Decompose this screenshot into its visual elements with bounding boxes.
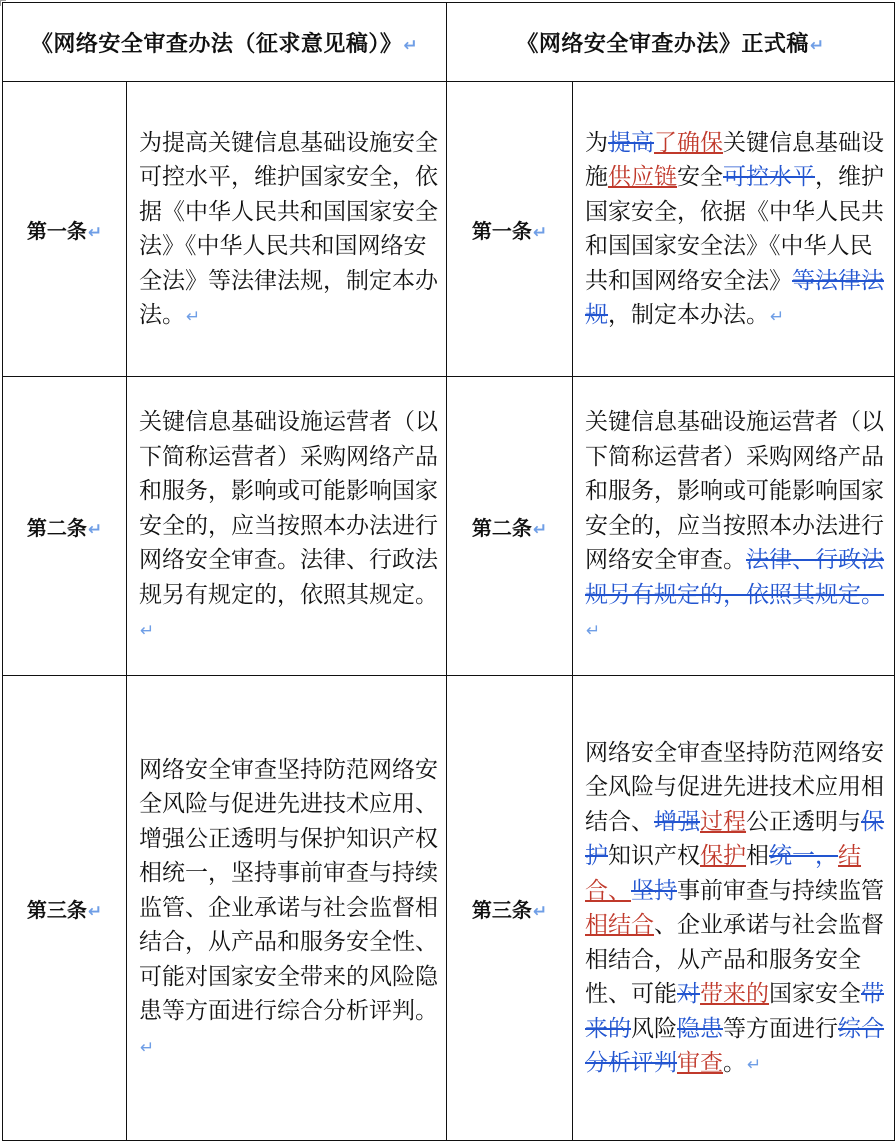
final-article-text [573, 377, 895, 676]
inserted-text: 过程 [700, 808, 747, 835]
deleted-text: 增强 [654, 808, 701, 835]
unchanged-text: 等方面进行 [723, 1015, 839, 1042]
paragraph-mark-icon: ↵ [532, 222, 548, 243]
paragraph-mark-icon: ↵ [403, 35, 419, 56]
article-label-final: 第一条↵ [447, 82, 573, 377]
inserted-text: 审查 [677, 1050, 724, 1076]
table-row [3, 82, 895, 377]
deleted-text: 隐患 [677, 1015, 724, 1042]
article-label-draft: 第三条↵ [3, 676, 127, 1141]
paragraph-mark-icon: ↵ [140, 1037, 155, 1058]
final-article-text [573, 676, 895, 1141]
unchanged-text: ，制定本办法。 [608, 302, 770, 328]
inserted-text: 保护 [700, 843, 747, 869]
paragraph-mark-icon: ↵ [809, 35, 825, 56]
paragraph-mark-icon: ↵ [747, 1055, 762, 1075]
unchanged-text: 安全 [677, 164, 724, 190]
paragraph-mark-icon: ↵ [532, 901, 548, 922]
unchanged-text: 风险 [631, 1015, 678, 1042]
unchanged-text: 关键信息基础设施 [585, 129, 885, 190]
unchanged-text: 。 [723, 1050, 747, 1076]
unchanged-text: 国家安全 [769, 981, 862, 1007]
deleted-text: 法律、行政法规另有规定的，依照其规定。 [585, 547, 885, 608]
deleted-text: 综合分析评判 [585, 1015, 885, 1076]
inserted-text: 相结合 [585, 912, 655, 938]
article-label-final: 第三条↵ [447, 676, 573, 1141]
deleted-text: 坚持 [631, 877, 678, 904]
article-label-final: 第二条↵ [447, 377, 573, 676]
unchanged-text: 事前审查与持续监管 [677, 877, 885, 904]
deleted-text: 保护 [585, 808, 885, 869]
deleted-text: 可控水平 [723, 164, 816, 190]
paragraph-mark-icon: ↵ [87, 901, 103, 922]
deleted-text: 带来的 [585, 981, 885, 1042]
paragraph-mark-icon: ↵ [87, 222, 103, 243]
draft-column-header [3, 3, 447, 82]
article-label-draft: 第一条↵ [3, 82, 127, 377]
deleted-text: 对 [677, 981, 701, 1007]
table-row [3, 676, 895, 1141]
final-column-header [447, 3, 895, 82]
inserted-text: 带来的 [700, 981, 770, 1007]
table-row [3, 377, 895, 676]
unchanged-text: ，维护国家安全，依据《中华人民共和国国家安全法》《中华人民共和国网络安全法》 [585, 164, 885, 294]
article-label-draft: 第二条↵ [3, 377, 127, 676]
final-title: 《网络安全审查办法》正式稿 [516, 31, 809, 57]
unchanged-text: 知识产权 [608, 843, 701, 869]
paragraph-mark-icon: ↵ [532, 519, 548, 540]
paragraph-mark-icon: ↵ [87, 519, 103, 540]
draft-article-text: 网络安全审查坚持防范网络安全风险与促进先进技术应用、增强公正透明与保护知识产权相统一，坚持事前审查与持续监管、企业承诺与社会监督相结合，从产品和服务安全性、可能对国家安全带来的风险隐患等方面进行综合分析评判。↵ [127, 676, 447, 1141]
draft-title: 《网络安全审查办法（征求意见稿）》 [30, 31, 403, 57]
unchanged-text: 网络安全审查坚持防范网络安全风险与促进先进技术应用相结合、 [585, 739, 885, 835]
inserted-text: 供应链 [608, 164, 678, 190]
comparison-table [2, 2, 895, 1141]
final-article-text [573, 82, 895, 377]
deleted-text: 统一， [769, 843, 839, 869]
unchanged-text: 相 [746, 843, 770, 869]
deleted-text: 等法律法规 [585, 267, 885, 328]
draft-article-text: 关键信息基础设施运营者（以下简称运营者）采购网络产品和服务，影响或可能影响国家安全的，应当按照本办法进行网络安全审查。法律、行政法规另有规定的，依照其规定。↵ [127, 377, 447, 676]
paragraph-mark-icon: ↵ [140, 621, 155, 642]
comparison-document [2, 2, 895, 1141]
inserted-text: 了确保 [654, 129, 724, 156]
inserted-text: 结合、 [585, 843, 862, 904]
unchanged-text: 为 [585, 129, 609, 156]
paragraph-mark-icon: ↵ [586, 621, 601, 642]
paragraph-mark-icon: ↵ [770, 307, 785, 327]
unchanged-text: 、企业承诺与社会监督相结合，从产品和服务安全性、可能 [585, 912, 885, 1007]
deleted-text: 提高 [608, 129, 655, 156]
unchanged-text: 关键信息基础设施运营者（以下简称运营者）采购网络产品和服务，影响或可能影响国家安全的，应当按照本办法进行网络安全审查。 [585, 409, 885, 574]
paragraph-mark-icon: ↵ [186, 307, 201, 327]
unchanged-text: 公正透明与 [746, 808, 862, 835]
table-header-row [3, 3, 895, 82]
draft-article-text: 为提高关键信息基础设施安全可控水平，维护国家安全，依据《中华人民共和国国家安全法》《中华人民共和国网络安全法》等法律法规，制定本办法。↵ [127, 82, 447, 377]
